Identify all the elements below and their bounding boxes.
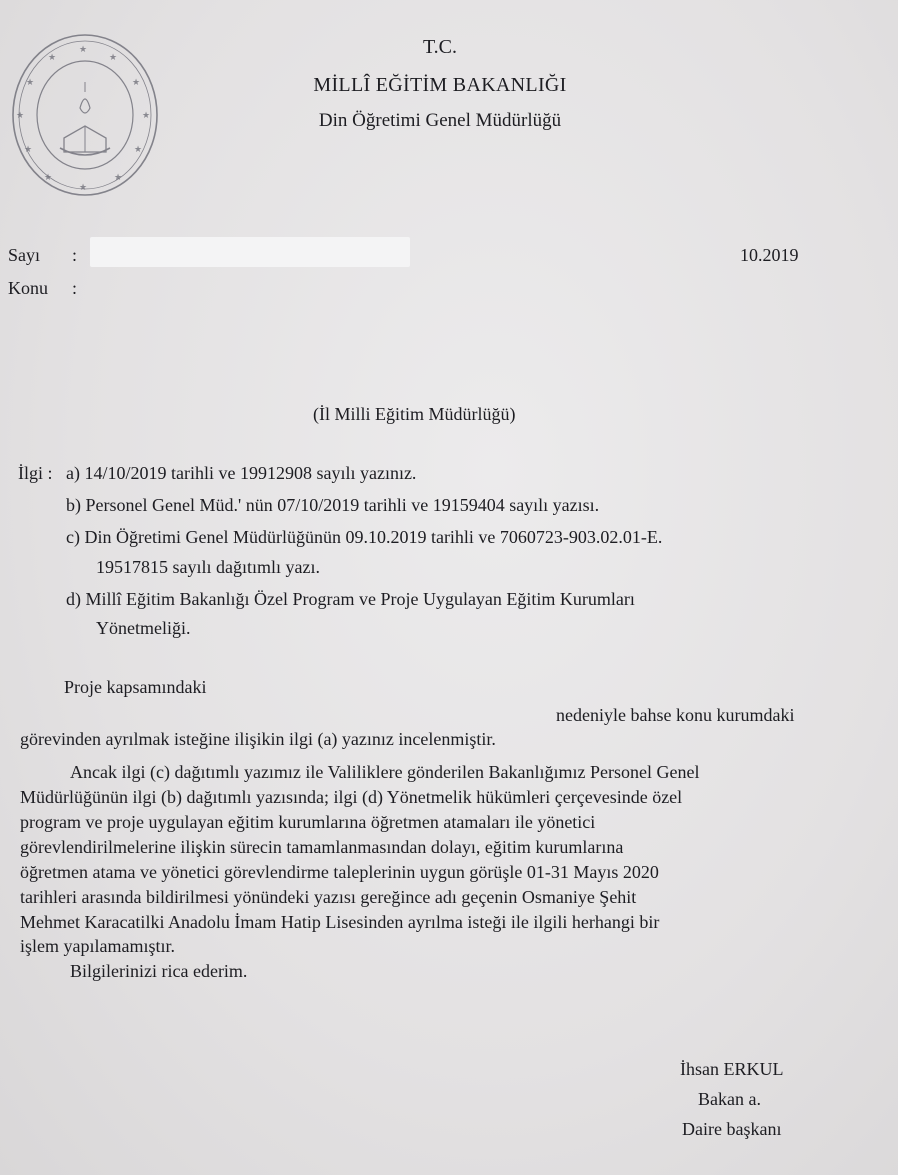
svg-text:★: ★ <box>79 45 88 55</box>
closing-line: Bilgilerinizi rica ederim. <box>70 961 248 981</box>
ilgi-c-line1: c) Din Öğretimi Genel Müdürlüğünün 09.10.2019 tarihli ve 7060723-903.02.01-E. <box>66 527 663 547</box>
ilgi-c-line2: 19517815 sayılı dağıtımlı yazı. <box>96 557 320 577</box>
redacted-area <box>90 237 410 267</box>
paragraph2-line: işlem yapılamamıştır. <box>20 936 175 956</box>
svg-text:★: ★ <box>48 53 57 63</box>
paragraph2-line: program ve proje uygulayan eğitim kurumlarına öğretmen atamaları ile yönetici <box>20 812 596 832</box>
svg-text:★: ★ <box>114 173 123 183</box>
svg-text:★: ★ <box>132 78 141 88</box>
svg-text:★: ★ <box>16 111 25 121</box>
konu-colon: : <box>72 278 78 298</box>
svg-text:★: ★ <box>142 111 151 121</box>
ilgi-a: a) 14/10/2019 tarihli ve 19912908 sayılı yazınız. <box>66 463 417 483</box>
ilgi-label: İlgi : <box>18 463 53 483</box>
svg-text:★: ★ <box>26 78 35 88</box>
paragraph2-line: öğretmen atama ve yönetici görevlendirme taleplerinin uygun görüşle 01-31 Mayıs 2020 <box>20 862 659 882</box>
ilgi-d-line2: Yönetmeliği. <box>96 618 191 638</box>
svg-text:★: ★ <box>109 53 118 63</box>
paragraph1-end: görevinden ayrılmak isteğine ilişikin ilgi (a) yazınız incelenmiştir. <box>20 729 496 749</box>
paragraph2-line: Müdürlüğünün ilgi (b) dağıtımlı yazısında; ilgi (d) Yönetmelik hükümleri çerçevesinde özel <box>20 787 683 807</box>
document-date: 10.2019 <box>740 245 799 265</box>
header-tc: T.C. <box>422 36 458 58</box>
ilgi-b: b) Personel Genel Müd.' nün 07/10/2019 tarihli ve 19159404 sayılı yazısı. <box>66 495 600 515</box>
signatory-title-1: Bakan a. <box>698 1089 761 1109</box>
paragraph2-line: Ancak ilgi (c) dağıtımlı yazımız ile Valiliklere gönderilen Bakanlığımız Personel Genel <box>70 762 700 782</box>
paragraph2-line: tarihleri arasında bildirilmesi yönündeki yazısı gereğince adı geçenin Osmaniye Şehit <box>20 887 637 907</box>
recipient: (İl Milli Eğitim Müdürlüğü) <box>313 404 516 424</box>
svg-text:★: ★ <box>44 173 53 183</box>
konu-label: Konu <box>8 278 48 298</box>
paragraph1-start: Proje kapsamındaki <box>64 677 207 697</box>
header-directorate: Din Öğretimi Genel Müdürlüğü <box>318 110 562 131</box>
svg-text:★: ★ <box>79 183 88 193</box>
ministry-seal-icon <box>8 30 162 200</box>
svg-text:★: ★ <box>134 145 143 155</box>
paragraph1-right: nedeniyle bahse konu kurumdaki <box>556 705 795 725</box>
paragraph2-line: görevlendirilmelerine ilişkin sürecin tamamlanmasından dolayı, eğitim kurumlarına <box>20 837 624 857</box>
signatory-title-2: Daire başkanı <box>682 1119 782 1139</box>
paragraph2-line: Mehmet Karacatilki Anadolu İmam Hatip Lisesinden ayrılma isteği ile ilgili herhangi bir <box>20 912 660 932</box>
signatory-name: İhsan ERKUL <box>680 1059 784 1079</box>
svg-text:★: ★ <box>24 145 33 155</box>
sayi-label: Sayı <box>8 245 41 265</box>
header-ministry: MİLLÎ EĞİTİM BAKANLIĞI <box>313 74 567 96</box>
sayi-colon: : <box>72 245 78 265</box>
ilgi-d-line1: d) Millî Eğitim Bakanlığı Özel Program ve Proje Uygulayan Eğitim Kurumları <box>66 589 635 609</box>
